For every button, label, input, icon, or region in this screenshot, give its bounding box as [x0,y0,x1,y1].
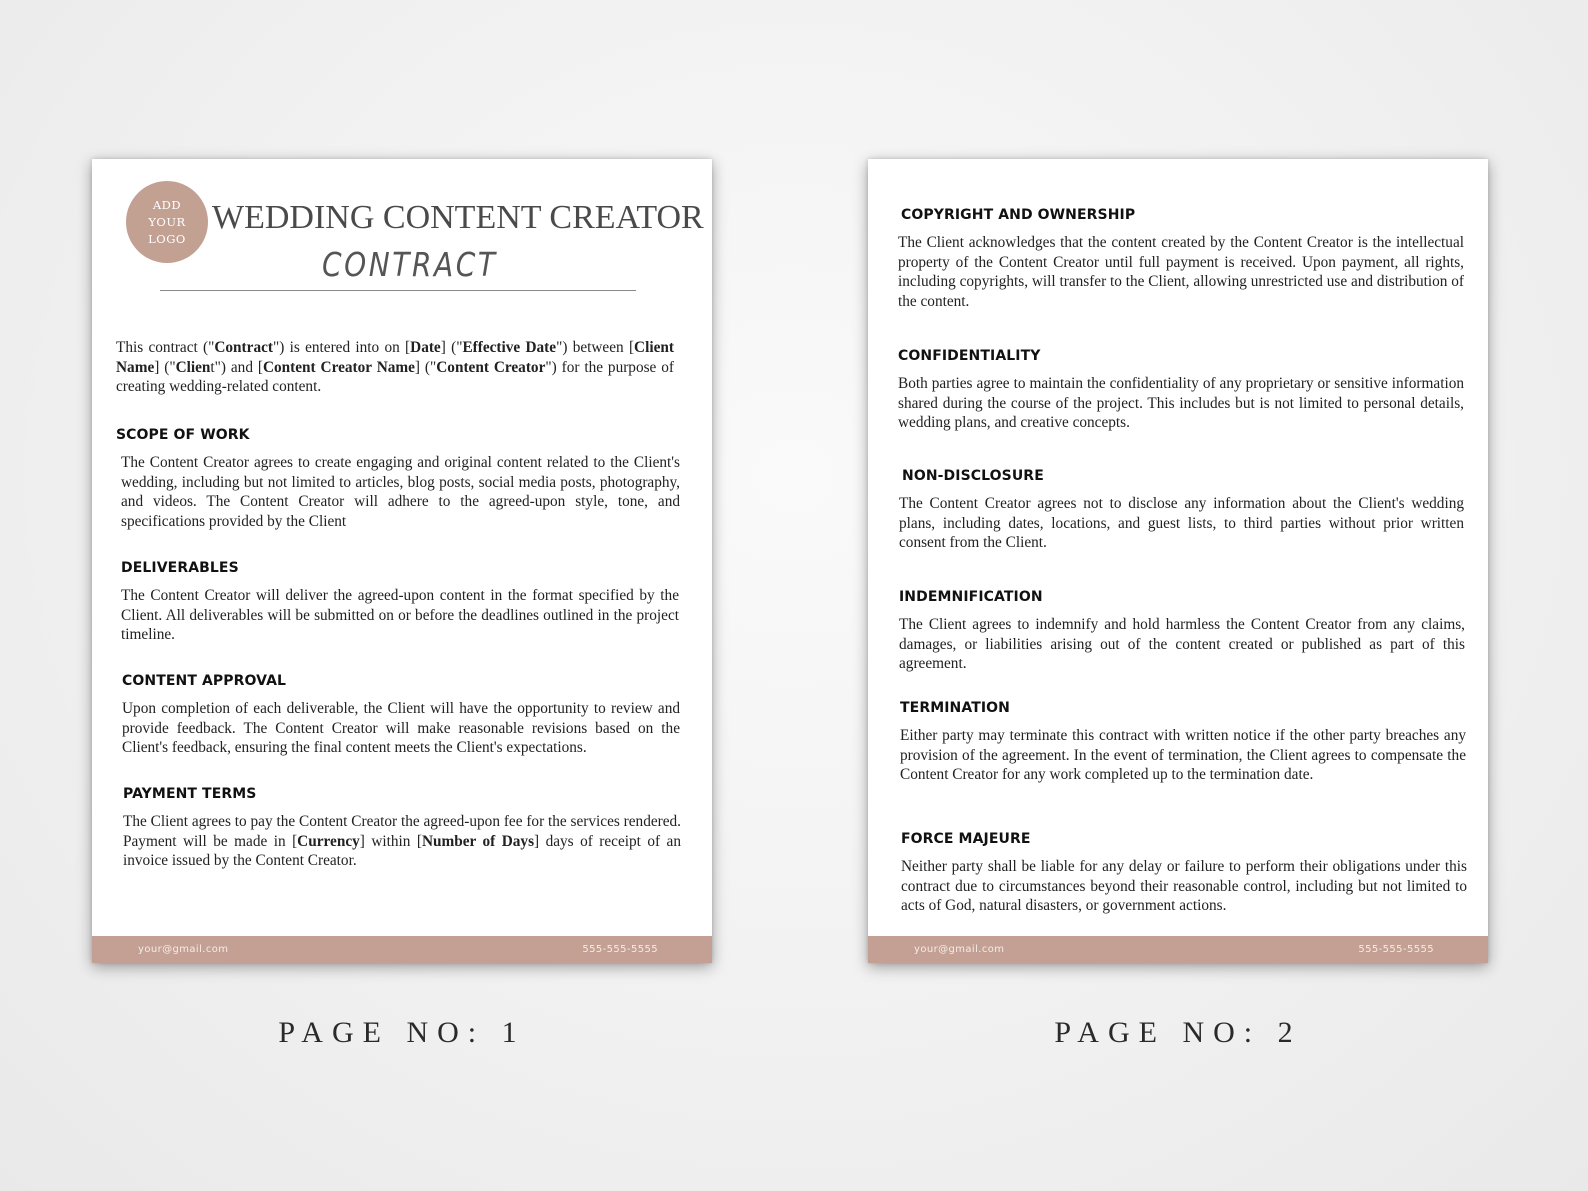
document-subtitle: CONTRACT [322,245,498,284]
logo-line: YOUR [148,214,186,229]
section-heading: CONTENT APPROVAL [122,673,287,689]
payment-terms-section [123,786,681,871]
confidentiality-section [898,348,1464,433]
logo-line: LOGO [148,231,186,246]
content-approval-section [122,673,680,758]
section-heading: DELIVERABLES [121,560,239,576]
copyright-section [898,207,1464,311]
section-body: The Client agrees to pay the Content Creator the agreed-upon fee for the services rendered. Payment will be made in [Currency] within [Number of Days] days of receipt of an invoice issued by the Content Creator. [123,813,681,869]
page-footer [92,936,712,963]
page-footer [868,936,1488,963]
footer-email: your@gmail.com [914,944,1005,955]
section-heading: PAYMENT TERMS [123,786,257,802]
deliverables-section [121,560,679,645]
section-body: Neither party shall be liable for any delay or failure to perform their obligations under this contract due to circumstances beyond their reasonable control, including but not limited to acts of God, natural disasters, or government actions. [901,858,1467,914]
logo-line: ADD [152,197,182,212]
section-body: The Client acknowledges that the content created by the Content Creator is the intellectual property of the Content Creator until full payment is received. Upon payment, all rights, including copyrights, will transfer to the Client, allowing unrestricted use and distribution of the content. [898,234,1464,310]
section-heading: FORCE MAJEURE [901,831,1031,847]
termination-section [900,700,1466,785]
intro-section [116,338,674,397]
section-heading: INDEMNIFICATION [899,589,1043,605]
section-heading: CONFIDENTIALITY [898,348,1041,364]
force-majeure-section [901,831,1467,916]
footer-email: your@gmail.com [138,944,229,955]
page-number-label-1: PAGE NO: 1 [278,1016,526,1049]
scope-of-work-section [116,427,680,531]
logo-placeholder [126,181,208,263]
section-body: Both parties agree to maintain the confidentiality of any proprietary or sensitive information shared during the course of the project. This includes but is not limited to personal details, wedding plans, and creative concepts. [898,375,1464,431]
section-heading: COPYRIGHT AND OWNERSHIP [901,207,1136,223]
title-divider [160,290,636,291]
page-number-label-2: PAGE NO: 2 [1054,1016,1302,1049]
section-body: Upon completion of each deliverable, the Client will have the opportunity to review and provide feedback. The Content Creator will make reasonable revisions based on the Client's feedback, ensuring the final content meets the Client's expectations. [122,700,680,756]
non-disclosure-section [898,468,1464,553]
contract-page-2 [868,159,1488,963]
section-heading: SCOPE OF WORK [116,427,250,443]
indemnification-section [899,589,1465,674]
contract-page-1 [92,159,712,963]
section-body: The Content Creator will deliver the agreed-upon content in the format specified by the Client. All deliverables will be submitted on or before the deadlines outlined in the project timeline. [121,587,679,643]
section-body: The Content Creator agrees not to disclose any information about the Client's wedding plans, including dates, locations, and guest lists, to third parties without prior written consent from the Client. [899,495,1464,551]
document-title: WEDDING CONTENT CREATOR [212,199,704,236]
section-heading: NON-DISCLOSURE [902,468,1044,484]
section-body: The Content Creator agrees to create engaging and original content related to the Client's wedding, including but not limited to articles, blog posts, social media posts, photography, and videos. The Content Creator will adhere to the agreed-upon style, tone, and specifications provided by the Client [121,454,680,530]
section-body: The Client agrees to indemnify and hold harmless the Content Creator from any claims, damages, or liabilities arising out of the content created or published as part of this agreement. [899,616,1465,672]
footer-phone: 555-555-5555 [1358,944,1434,955]
section-body: Either party may terminate this contract with written notice if the other party breaches any provision of the agreement. In the event of termination, the Client agrees to compensate the Content Creator for any work completed up to the termination date. [900,727,1466,783]
section-heading: TERMINATION [900,700,1010,716]
intro-paragraph: This contract ("Contract") is entered into on [Date] ("Effective Date") between [Client Name] ("Client") and [Content Creator Name] ("Content Creator") for the purpose of creating wedding-related content. [116,339,674,395]
footer-phone: 555-555-5555 [582,944,658,955]
